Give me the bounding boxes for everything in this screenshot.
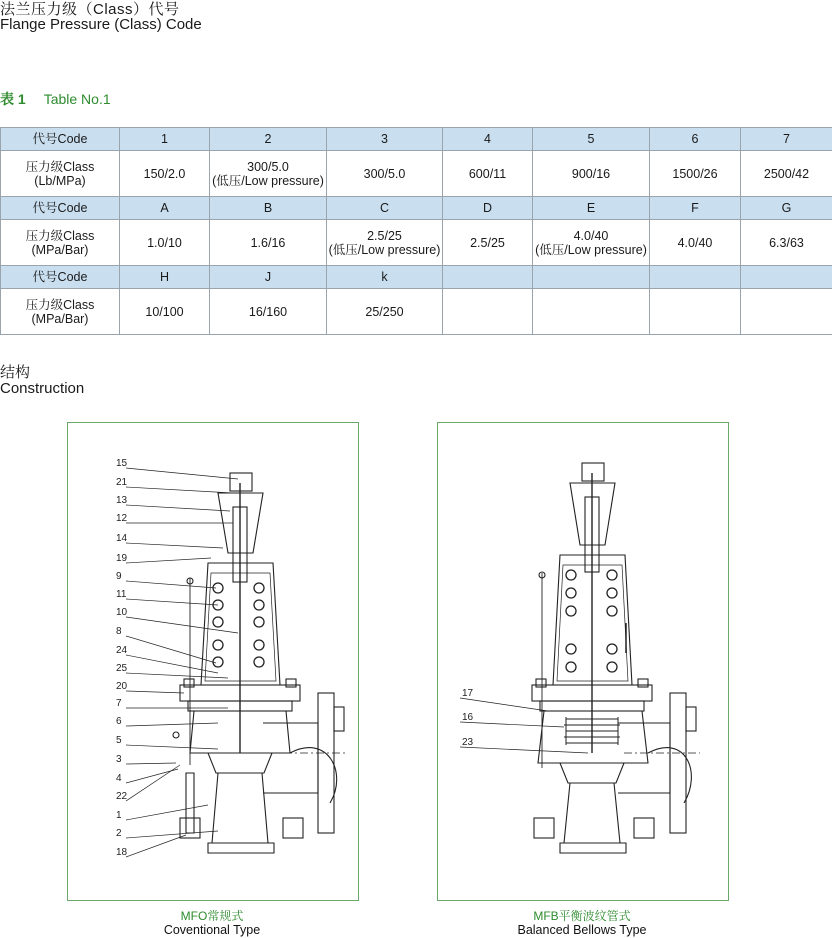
code-cell: k xyxy=(327,266,443,289)
class-cell-line: 6.3/63 xyxy=(769,235,804,250)
class-cell xyxy=(327,220,443,266)
class-row xyxy=(1,151,832,197)
part-number-label: 21 xyxy=(116,477,128,488)
part-number-label: 10 xyxy=(116,607,128,618)
part-number-label: 14 xyxy=(116,533,128,544)
class-cell-line: (低压/Low pressure) xyxy=(535,242,647,257)
class-cell xyxy=(443,289,533,335)
part-number-label: 24 xyxy=(116,645,128,656)
class-row xyxy=(1,220,832,266)
code-cell: E xyxy=(533,197,650,220)
part-number-label: 18 xyxy=(116,847,128,858)
class-cell xyxy=(210,289,327,335)
code-cell: G xyxy=(741,197,832,220)
row-header-line: (Lb/MPa) xyxy=(34,173,86,188)
bellows-model-label: MFB平衡波纹管式 xyxy=(533,909,631,923)
part-number-label: 15 xyxy=(116,458,128,469)
code-cell: A xyxy=(120,197,210,220)
row-header-line: 压力级Class xyxy=(25,159,95,174)
part-number-label: 19 xyxy=(116,553,128,564)
code-cell xyxy=(741,266,832,289)
part-number-label: 9 xyxy=(116,571,122,582)
code-cell: D xyxy=(443,197,533,220)
class-cell-line: 2.5/25 xyxy=(367,228,402,243)
part-number-label: 17 xyxy=(462,688,474,699)
class-cell-line: 1500/26 xyxy=(672,166,718,181)
class-cell xyxy=(650,289,741,335)
class-cell-line: 1.6/16 xyxy=(250,235,286,250)
class-cell-line: 4.0/40 xyxy=(677,235,713,250)
class-cell-line: 150/2.0 xyxy=(143,166,186,181)
code-cell: B xyxy=(210,197,327,220)
table-caption xyxy=(0,89,111,109)
pressure-class-table xyxy=(0,127,832,335)
construction-title-cn: 结构 xyxy=(0,364,31,381)
code-cell: 1 xyxy=(120,128,210,151)
bellows-valve-drawing xyxy=(438,423,728,900)
part-number-label: 25 xyxy=(116,663,128,674)
part-number-label: 8 xyxy=(116,626,122,637)
part-number-label: 6 xyxy=(116,716,122,727)
class-cell-line: 300/5.0 xyxy=(363,166,406,181)
part-number-label: 4 xyxy=(116,773,122,784)
class-cell xyxy=(327,151,443,197)
code-cell: C xyxy=(327,197,443,220)
code-cell: 5 xyxy=(533,128,650,151)
class-cell-line: 900/16 xyxy=(571,166,611,181)
class-cell-line: 2.5/25 xyxy=(470,235,505,250)
code-cell: 6 xyxy=(650,128,741,151)
code-cell: J xyxy=(210,266,327,289)
class-cell xyxy=(533,289,650,335)
code-cell: 4 xyxy=(443,128,533,151)
class-cell xyxy=(120,220,210,266)
class-cell xyxy=(210,220,327,266)
part-number-label: 1 xyxy=(116,810,122,821)
conventional-valve-drawing xyxy=(68,423,358,900)
part-number-label: 13 xyxy=(116,495,128,506)
class-cell xyxy=(741,151,832,197)
part-number-label: 23 xyxy=(462,737,474,748)
class-cell xyxy=(327,289,443,335)
conventional-type-label: Coventional Type xyxy=(163,923,261,937)
class-cell-line: 10/100 xyxy=(145,304,184,319)
part-number-label: 22 xyxy=(116,791,128,802)
code-cell: 3 xyxy=(327,128,443,151)
row-header-cell xyxy=(1,220,120,266)
class-cell xyxy=(650,220,741,266)
row-header-line: (MPa/Bar) xyxy=(31,311,89,326)
code-cell xyxy=(650,266,741,289)
class-cell xyxy=(120,289,210,335)
class-cell xyxy=(443,220,533,266)
class-cell-line: 2500/42 xyxy=(763,166,810,181)
table-number-cn: 表 1 xyxy=(0,91,26,107)
code-row xyxy=(1,128,832,151)
class-cell xyxy=(741,289,832,335)
class-cell-line: 4.0/40 xyxy=(573,228,609,243)
class-cell-line: 300/5.0 xyxy=(247,159,289,174)
row-header-cell xyxy=(1,151,120,197)
class-cell xyxy=(533,220,650,266)
part-number-label: 2 xyxy=(116,828,122,839)
row-header-cell: 代号Code xyxy=(1,197,120,220)
row-header-cell: 代号Code xyxy=(1,266,120,289)
conventional-drawing-panel xyxy=(67,422,359,901)
class-cell-line: (低压/Low pressure) xyxy=(212,173,324,188)
part-number-label: 16 xyxy=(462,712,474,723)
row-header-line: 压力级Class xyxy=(25,297,95,312)
code-cell: 7 xyxy=(741,128,832,151)
part-number-label: 7 xyxy=(116,698,122,709)
class-cell-line: 25/250 xyxy=(365,304,404,319)
row-header-line: 压力级Class xyxy=(25,228,95,243)
part-number-label: 3 xyxy=(116,754,122,765)
part-number-label: 11 xyxy=(116,589,127,600)
code-cell xyxy=(533,266,650,289)
class-cell xyxy=(650,151,741,197)
class-cell xyxy=(210,151,327,197)
code-cell: H xyxy=(120,266,210,289)
conventional-model-label: MFO常规式 xyxy=(180,909,244,923)
bellows-drawing-panel xyxy=(437,422,729,901)
class-cell xyxy=(120,151,210,197)
row-header-cell: 代号Code xyxy=(1,128,120,151)
part-number-label: 12 xyxy=(116,513,128,524)
section-title-en: Flange Pressure (Class) Code xyxy=(0,16,202,33)
class-row xyxy=(1,289,832,335)
code-cell xyxy=(443,266,533,289)
class-cell xyxy=(443,151,533,197)
code-cell: F xyxy=(650,197,741,220)
row-header-cell xyxy=(1,289,120,335)
class-cell-line: (低压/Low pressure) xyxy=(328,242,441,257)
construction-title-en: Construction xyxy=(0,380,85,397)
bellows-type-label: Balanced Bellows Type xyxy=(517,923,647,937)
code-cell: 2 xyxy=(210,128,327,151)
row-header-line: (MPa/Bar) xyxy=(31,242,89,257)
class-cell xyxy=(741,220,832,266)
part-number-label: 5 xyxy=(116,735,122,746)
part-number-label: 20 xyxy=(116,681,128,692)
class-cell-line: 1.0/10 xyxy=(147,235,182,250)
code-row xyxy=(1,266,832,289)
class-cell-line: 16/160 xyxy=(248,304,288,319)
code-row xyxy=(1,197,832,220)
section-title-cn: 法兰压力级（Class）代号 xyxy=(0,1,180,18)
table-number-en: Table No.1 xyxy=(43,91,111,107)
class-cell-line: 600/11 xyxy=(468,166,507,181)
class-cell xyxy=(533,151,650,197)
